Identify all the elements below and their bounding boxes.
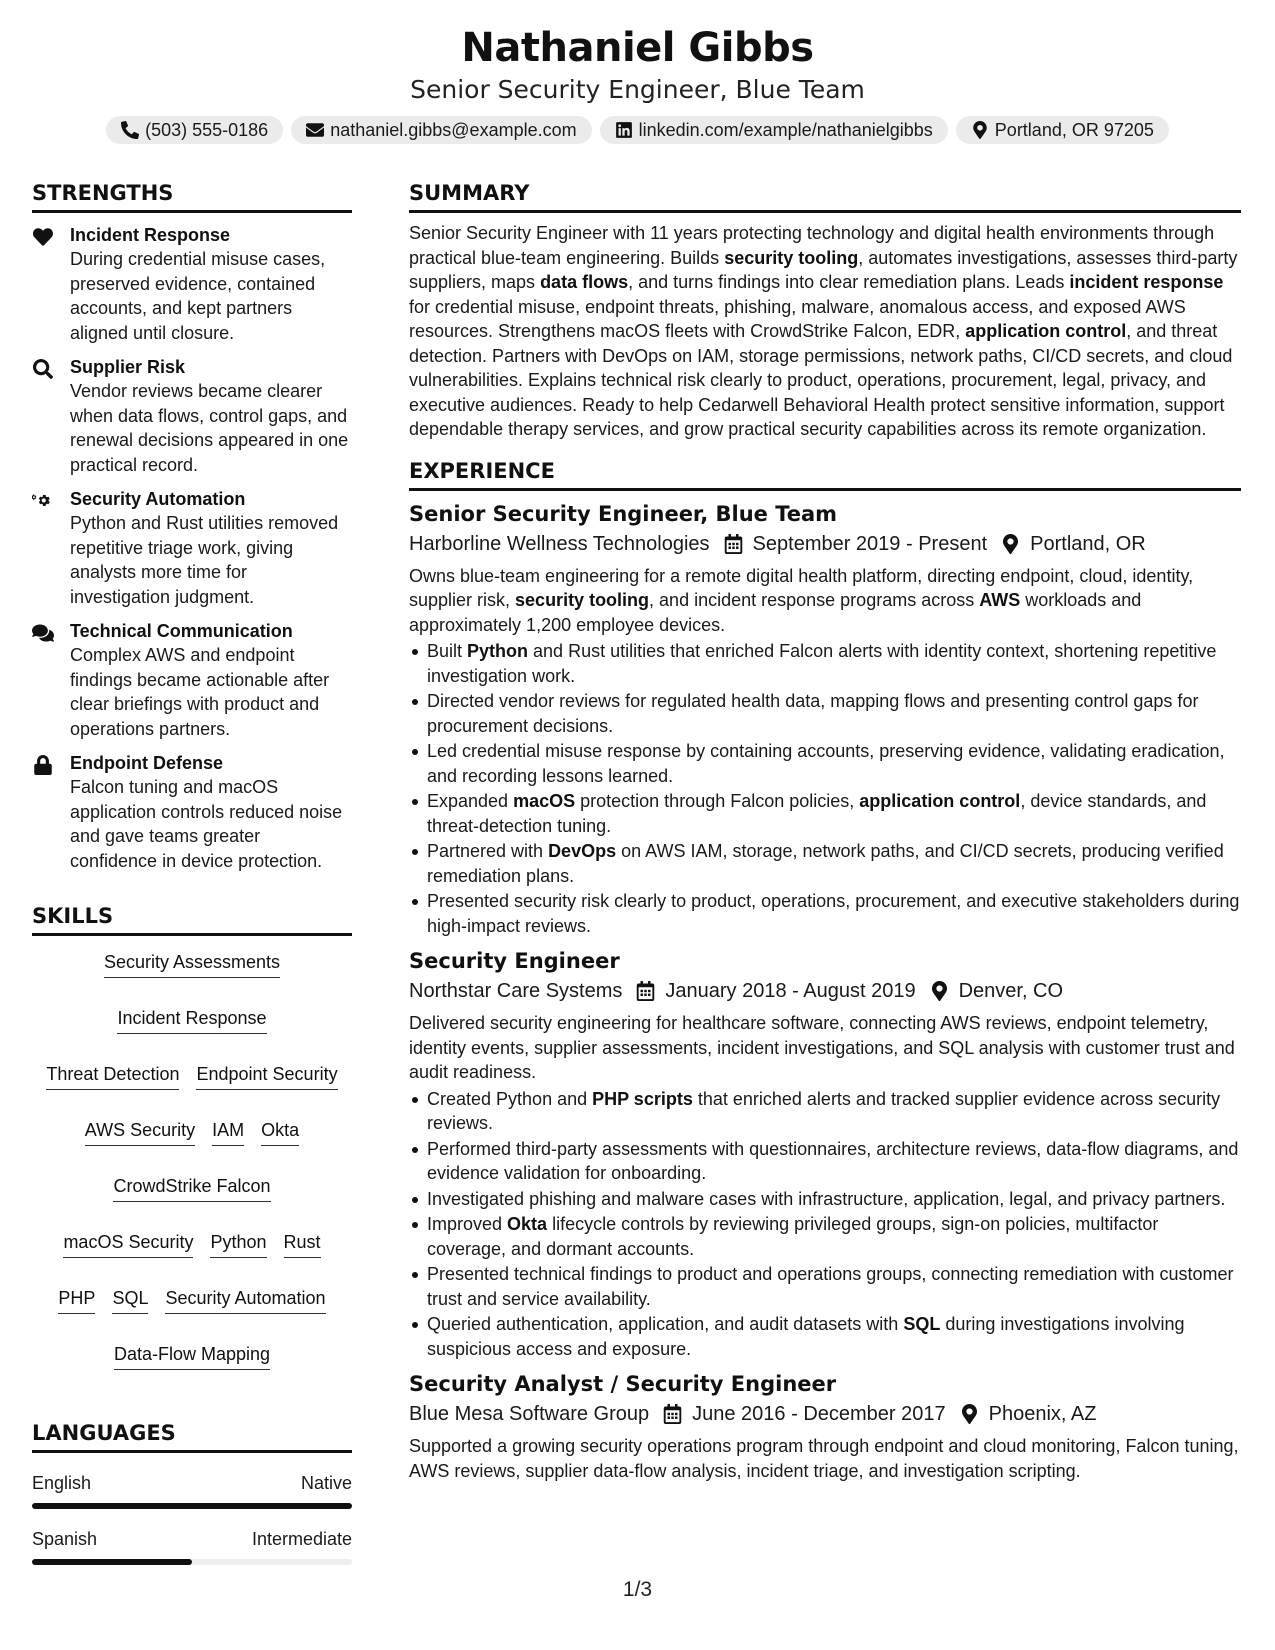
language-item [32, 1527, 352, 1565]
job-entry [409, 946, 1241, 1361]
bullet-emphasis: DevOps [548, 841, 617, 861]
bullet-text: Improved [427, 1214, 508, 1234]
skills-section [32, 901, 352, 1370]
strength-title: Supplier Risk [70, 357, 186, 377]
strength-item [32, 751, 352, 873]
job-bullet [409, 1262, 1241, 1311]
job-meta [409, 976, 1241, 1006]
contact-email[interactable] [291, 116, 591, 144]
language-item [32, 1471, 352, 1509]
phone-icon [121, 121, 139, 139]
job-bullets [409, 1087, 1241, 1362]
bullet-emphasis: Okta [507, 1214, 548, 1234]
bullet-text: Created Python and [427, 1088, 593, 1109]
bullet-text: Presented technical findings to product and operations groups, connecting remediation with customer trust and service availability. [427, 1264, 1234, 1309]
job-meta [409, 529, 1241, 559]
skill-tag: Security Automation [165, 1286, 325, 1314]
skill-tag: Python [210, 1230, 266, 1258]
bullet-text: Performed third-party assessments with questionnaires, architecture reviews, data-flow diagrams, and evidence validation for onboarding. [427, 1138, 1239, 1183]
contact-phone[interactable] [106, 116, 283, 144]
job-bullet [409, 839, 1241, 888]
job-description-emphasis: AWS [979, 590, 1021, 610]
bullet-text: Expanded [427, 791, 514, 811]
bullet-text: Queried authentication, application, and audit datasets with [427, 1314, 904, 1334]
job-bullet [409, 1137, 1241, 1186]
skill-tag: CrowdStrike Falcon [113, 1174, 270, 1202]
job-title: Senior Security Engineer, Blue Team [409, 501, 838, 526]
summary-text: , automates investigations, assesses third-party suppliers, maps [409, 247, 1238, 292]
skill-tag: macOS Security [63, 1230, 193, 1258]
bullet-emphasis: macOS [513, 791, 576, 811]
job-location: Phoenix, AZ [988, 1403, 1097, 1425]
job-description-text: Delivered security engineering for healthcare software, connecting AWS reviews, endpoint telemetry, identity events, supplier assessments, incident investigations, and SQL analysis with customer trust and audit readiness. [409, 1013, 1235, 1082]
contact-bar [0, 116, 1275, 144]
bullet-text: lifecycle controls by reviewing privileged groups, sign-on policies, multifactor coverage, and dormant accounts. [427, 1214, 1159, 1259]
map-marker-icon [930, 981, 949, 1001]
lock-icon [32, 755, 54, 775]
experience-heading: EXPERIENCE [409, 456, 1241, 491]
skills-heading: SKILLS [32, 901, 352, 936]
bullet-emphasis: SQL [903, 1314, 941, 1334]
contact-location [956, 116, 1169, 144]
job-company: Northstar Care Systems [409, 980, 623, 1002]
map-marker-icon [960, 1404, 979, 1424]
summary-text: , and turns findings into clear remediation plans. Leads [628, 272, 1070, 292]
summary-text [409, 221, 1241, 442]
job-bullet [409, 1212, 1241, 1261]
language-name: Spanish [32, 1529, 98, 1549]
strength-title: Incident Response [70, 225, 231, 245]
job-entry [409, 499, 1241, 939]
languages-list [32, 1471, 352, 1565]
job-description [409, 1011, 1241, 1085]
job-title: Security Analyst / Security Engineer [409, 1372, 837, 1396]
resume-header [0, 0, 1275, 144]
bullet-text: Directed vendor reviews for regulated health data, mapping flows and presenting control gaps for procurement decisions. [427, 691, 1199, 736]
strength-item [32, 355, 352, 477]
bullet-text: , device standards, and threat-detection tuning. [427, 791, 1207, 836]
languages-heading: LANGUAGES [32, 1418, 352, 1453]
contact-linkedin-text: linkedin.com/example/nathanielgibbs [638, 119, 933, 140]
skill-tag: Okta [261, 1118, 299, 1146]
strength-title: Security Automation [70, 489, 246, 509]
heart-icon [32, 227, 54, 247]
job-location: Portland, OR [1030, 532, 1146, 555]
strength-title: Endpoint Defense [70, 753, 224, 773]
languages-section [32, 1418, 352, 1565]
left-column [32, 178, 352, 1565]
language-name: English [32, 1473, 92, 1493]
bullet-text: and Rust utilities that enriched Falcon alerts with identity context, shortening repetitive investigation work. [427, 641, 1217, 686]
summary-text: for credential misuse, endpoint threats, phishing, malware, anomalous access, and exposed AWS resources. Strengthens macOS fleets with CrowdStrike Falcon, EDR, [409, 296, 1186, 341]
strength-title: Technical Communication [70, 621, 293, 641]
bullet-text: on AWS IAM, storage, network paths, and CI/CD secrets, producing verified remediation plans. [427, 841, 1224, 886]
skill-tag: SQL [112, 1286, 148, 1314]
gears-icon [32, 491, 54, 511]
job-description-emphasis: security tooling [515, 590, 650, 610]
skill-tag: Endpoint Security [196, 1062, 337, 1090]
strength-desc: Python and Rust utilities removed repetitive triage work, giving analysts more time for investigation judgment. [70, 513, 339, 607]
job-bullet [409, 639, 1241, 688]
skill-tag: Security Assessments [104, 950, 280, 978]
language-level: Intermediate [251, 1529, 352, 1549]
job-dates: September 2019 - Present [752, 532, 988, 555]
calendar-icon [724, 534, 743, 554]
language-level-bar [32, 1503, 352, 1509]
bullet-emphasis: PHP scripts [592, 1088, 693, 1109]
summary-text: Senior Security Engineer with 11 years protecting technology and digital health environments through practical blue-team engineering. Builds [409, 223, 1215, 268]
job-description-text: workloads and approximately 1,200 employee devices. [409, 590, 1142, 635]
language-level-fill [32, 1503, 352, 1509]
skill-tag: Incident Response [117, 1006, 266, 1034]
job-meta [409, 1399, 1241, 1429]
summary-emphasis: incident response [1069, 272, 1224, 292]
bullet-text: Led credential misuse response by containing accounts, preserving evidence, validating eradication, and recording lessons learned. [427, 741, 1225, 786]
job-description [409, 564, 1241, 638]
job-dates: January 2018 - August 2019 [665, 980, 916, 1002]
skill-tag: AWS Security [85, 1118, 195, 1146]
right-column [409, 178, 1241, 1483]
skill-tag: Threat Detection [46, 1062, 179, 1090]
envelope-icon [306, 121, 324, 139]
summary-emphasis: application control [965, 321, 1127, 341]
bullet-text: Presented security risk clearly to product, operations, procurement, and executive stakeholders during high-impact reviews. [427, 891, 1240, 936]
linkedin-icon [615, 121, 633, 139]
job-bullets [409, 639, 1241, 938]
strength-desc: Falcon tuning and macOS application controls reduced noise and gave teams greater confidence in device protection. [70, 777, 343, 871]
bullet-text: that enriched alerts and tracked supplier evidence across security reviews. [427, 1088, 1221, 1133]
skill-tag: Rust [284, 1230, 321, 1258]
search-icon [32, 359, 54, 379]
summary-emphasis: data flows [540, 272, 629, 292]
strength-desc: During credential misuse cases, preserved evidence, contained accounts, and kept partners aligned until closure. [70, 249, 326, 343]
comments-icon [32, 623, 54, 643]
bullet-text: during investigations involving suspicious access and exposure. [427, 1314, 1185, 1359]
strength-item [32, 619, 352, 741]
bullet-text: Built [427, 641, 468, 661]
job-company: Harborline Wellness Technologies [409, 532, 710, 555]
job-bullet [409, 1087, 1241, 1136]
language-level: Native [300, 1473, 352, 1493]
strengths-list [32, 223, 352, 873]
job-company: Blue Mesa Software Group [409, 1403, 650, 1425]
job-description-text: Owns blue-team engineering for a remote digital health platform, directing endpoint, cloud, identity, supplier risk, [409, 565, 1194, 610]
summary-heading: SUMMARY [409, 178, 1241, 213]
map-marker-icon [971, 121, 989, 139]
job-bullet [409, 689, 1241, 738]
experience-list [409, 499, 1241, 1484]
job-bullet [409, 1187, 1241, 1212]
calendar-icon [636, 981, 655, 1001]
strengths-heading: STRENGTHS [32, 178, 352, 213]
strength-desc: Vendor reviews became clearer when data flows, control gaps, and renewal decisions appeared in one practical record. [70, 381, 349, 475]
job-bullet [409, 789, 1241, 838]
job-dates: June 2016 - December 2017 [692, 1403, 946, 1425]
strength-desc: Complex AWS and endpoint findings became actionable after clear briefings with product and operations partners. [70, 645, 330, 739]
job-description [409, 1434, 1241, 1483]
skill-tag: Data-Flow Mapping [114, 1342, 270, 1370]
job-bullet [409, 739, 1241, 788]
bullet-text: Partnered with [427, 841, 549, 861]
job-description-text: Supported a growing security operations program through endpoint and cloud monitoring, Falcon tuning, AWS reviews, supplier data-flow analysis, incident triage, and investigation scripting. [409, 1436, 1239, 1481]
job-description-text: , and incident response programs across [649, 590, 980, 610]
job-location: Denver, CO [958, 980, 1064, 1002]
job-bullet [409, 1312, 1241, 1361]
page-number: 1/3 [622, 1578, 653, 1601]
language-level-fill [32, 1559, 192, 1565]
language-level-bar [32, 1559, 352, 1565]
candidate-title: Senior Security Engineer, Blue Team [410, 75, 865, 104]
skill-tag: PHP [58, 1286, 95, 1314]
bullet-emphasis: application control [859, 791, 1021, 811]
job-bullet [409, 889, 1241, 938]
candidate-name: Nathaniel Gibbs [461, 25, 814, 71]
summary-emphasis: security tooling [724, 247, 859, 268]
strength-item [32, 487, 352, 609]
summary-text: , and threat detection. Partners with DevOps on IAM, storage permissions, network paths, CI/CD secrets, and cloud vulnerabilities. Explains technical risk clearly to product, operations, procurement, legal, privacy, and executive audiences. Ready to help Cedarwell Behavioral Health protect sensitive information, support dependable therapy services, and grow practical security capabilities across its remote organization. [409, 321, 1233, 439]
skill-tag: IAM [212, 1118, 244, 1146]
contact-linkedin[interactable] [600, 116, 948, 144]
job-title: Security Engineer [409, 949, 620, 973]
calendar-icon [663, 1404, 682, 1424]
skills-list [32, 950, 352, 1370]
contact-phone-text: (503) 555-0186 [145, 119, 269, 140]
bullet-text: Investigated phishing and malware cases with infrastructure, application, legal, and privacy partners. [427, 1188, 1226, 1209]
contact-location-text: Portland, OR 97205 [994, 119, 1154, 140]
map-marker-icon [1001, 534, 1020, 554]
job-entry [409, 1369, 1241, 1483]
contact-email-text: nathaniel.gibbs@example.com [330, 119, 577, 140]
strength-item [32, 223, 352, 345]
bullet-text: protection through Falcon policies, [575, 791, 860, 811]
bullet-emphasis: Python [467, 641, 529, 661]
